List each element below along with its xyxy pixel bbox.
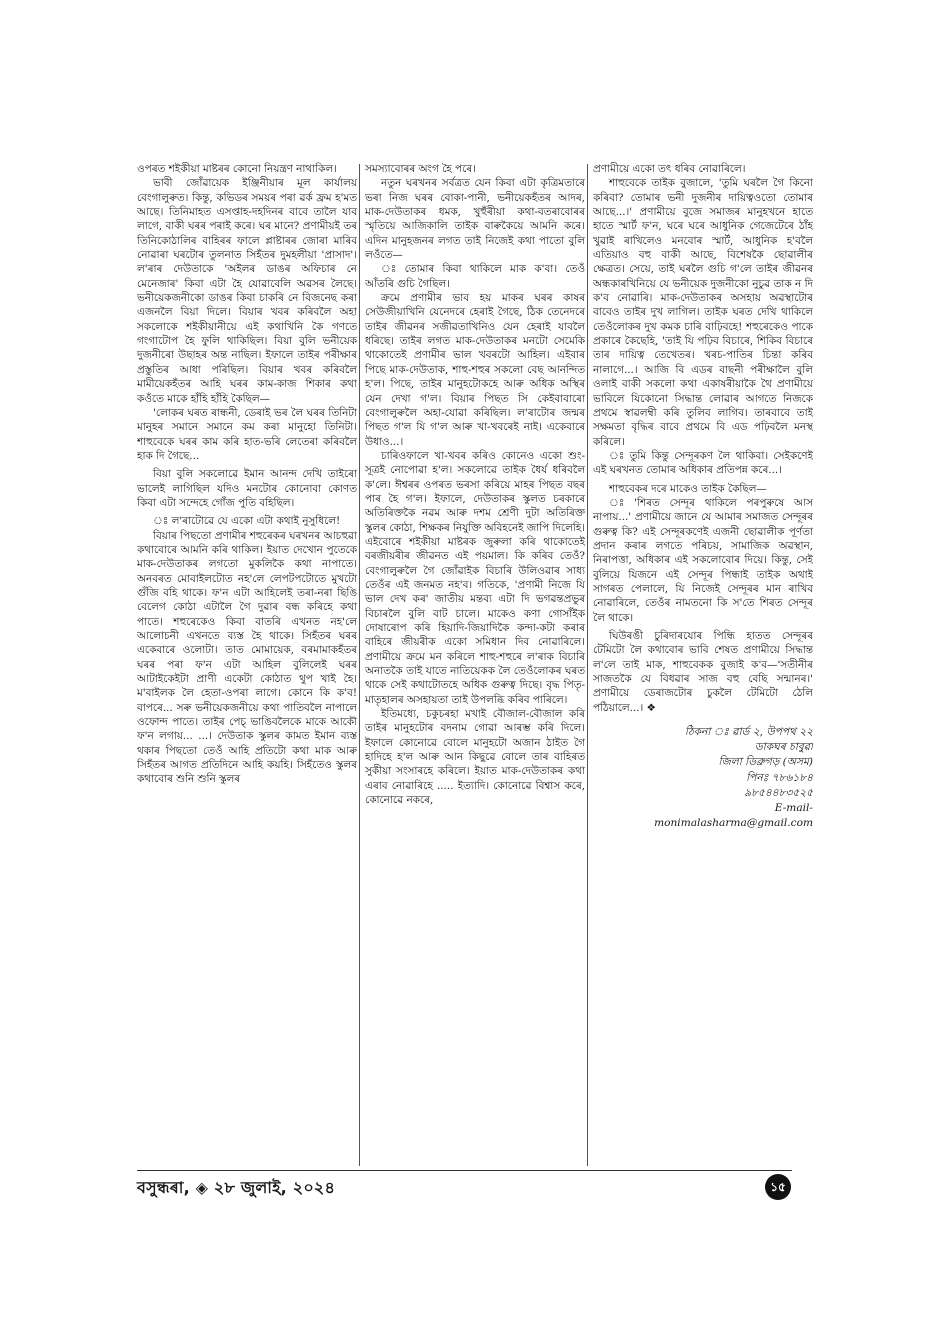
- address-line: E-mail-: [774, 802, 813, 815]
- address-line: ডাকঘৰ চাবুৱা: [754, 741, 813, 754]
- column-divider: [359, 164, 360, 1166]
- address-line: ৯৮৫৪৪৮৩৫২৫: [744, 786, 813, 799]
- article-paragraph: শাহুবেকৰ দৰে মাকেও তাইক কৈছিল—: [609, 482, 767, 495]
- article-paragraph: প্ৰণামীয়ে একো তৎ ধৰিব নোৱাৰিলে।: [593, 163, 746, 175]
- article-paragraph: শাহুবেকে তাইক বুজালে, 'তুমি ঘৰলৈ গৈ কিনো কৰিবা? তোমাৰ ভনী দুজনীৰ দায়িত্বওতো তোমাৰ আছে...।' প্ৰণামীয়ে বুজে সমাজৰ মানুহখনে হাতে হাতে স্মাৰ্ট ফ'ন, ঘৰে ঘৰে আধুনিক গেজেটেৰে ঠাঁহ খুৱাই ৰাখিলেও মনবোৰ স্মাৰ্ট, আধুনিক হ'বলৈ এতিয়াও বহু বাকী আছে, বিশেষকৈ ছোৱালীৰ ক্ষেত্ৰত। সেয়ে, তাই ঘৰলৈ গুচি গ'লে তাইৰ জীৱনৰ অন্ধকাৰখিনিয়ে যে ভনীয়েক দুজনীকো নুচুৱ তাক ন দি ক'ব নোৱাৰি। মাক-দেউতাকৰ অসহায় অৱস্থাটোৰ বাবেও তাইৰ দুখ লাগিল। তাইক ঘৰত দেখি থাকিলে তেওঁলোকৰ দুখ কমক চাৰি বাঢ়িবহে! শহুৰেকেও পাকে প্ৰকাৰে কৈছেহি, 'তাই যি পঢ়িব বিচাৰে, শিকিব বিচাৰে তাৰ দায়িত্ব তেখেতৰ। খৰচ-পাতিৰ চিন্তা কৰিব নালাগে...। আজি বি এডৰ বাছনী পৰীক্ষালৈ বুলি ওলাই বাকী সকলো কথা একাষৰীয়াকৈ থৈ প্ৰণামীয়ে ভাবিলে যিকোনো সিদ্ধান্ত লোৱাৰ আগতে নিজকে প্ৰথমে স্বাৱলম্বী কৰি তুলিব লাগিব। তাৰবাবে তাই সক্ষমতা বৃদ্ধিৰ বাবে প্ৰথমে বি এড পঢ়িবলৈ মনস্থ কৰিলে।: [593, 177, 813, 448]
- article-paragraph: বিয়াৰ পিছতো প্ৰণামীৰ শহুৰেকৰ ঘৰখনৰ আচহুৱা কথাবোৰে আমনি কৰি থাকিল। ইয়াত দেখোন পুতেকে মাক-দেউতাকৰ লগতো মুকলিকৈ কথা নাপাতে। অনবৰত মোবাইলটোত নহ'লে লেপটপটোতে মুখটো গুঁজি বহি থাকে। ফ'ন এটা আহিলেই তৰা-নৰা ছিঙি বেলেগ কোঠা এটালৈ গৈ দুৱাৰ বন্ধ কৰিহে কথা পাতে। শহুৰেকেও কিবা বাতৰি এখনত নহ'লে আলোচনী এখনতে ব্যস্ত হৈ থাকে। সিহঁতৰ ঘৰৰ একেবাৰে ওলোটা। তাত মোমায়েক, বৰমামাকহঁতৰ ঘৰৰ পৰা ফ'ন এটা আহিল বুলিলেই ঘৰৰ আটাইকেইটা প্ৰাণী একেটা কোঠাত থুপ খাই হৈ। ম'বাইলক লৈ হেতা-ওপৰা লাগে। কোনে কি ক'ব! বাপৰে... সৰু ভনীয়েকজনীয়ে কথা পাতিবলৈ নাপালে ওফোন্দ পাতে। তাইৰ পেচ্ ভাঙিবলৈকে মাকে আকৌ ফ'ন লগায়... ...। দেউতাক স্কুলৰ কামত ইমান ব্যস্ত থকাৰ পিছতো তেওঁ আহি প্ৰতিটো কথা মাক আৰু সিহঁতৰ আগত প্ৰতিদিনে আহি কয়হি। সিহঁতেও স্কুলৰ কথাবোৰ শুনি শুনি স্কুলৰ: [137, 529, 357, 786]
- article-paragraph: ওপৰত শইকীয়া মাষ্টৰৰ কোনো নিয়ন্ত্ৰণ নাথাকিল।: [137, 163, 337, 175]
- page-number-badge: ১৫: [765, 1174, 791, 1200]
- author-email: monimalasharma@gmail.com: [654, 817, 813, 830]
- article-column-2: [365, 162, 585, 1167]
- address-line: পিনঃ ৭৮৬১৮৪: [746, 771, 813, 784]
- footer-magazine-date: বসুন্ধৰা, ◈ ২৮ জুলাই, ২০২৪: [137, 1178, 336, 1197]
- article-paragraph: ঃ তুমি কিন্তু সেন্দূৰকণ লৈ থাকিবা। সেইকণেই এই ঘৰখনত তোমাৰ অধিকাৰ প্ৰতিপন্ন কৰে...।: [593, 449, 813, 477]
- article-paragraph: ঘিউৰঙী চুৰিদাৰযোৰ পিন্ধি হাতত সেন্দূৰৰ টেমিটো লৈ কথাবোৰ ভাবি শেষত প্ৰণামীয়ে সিদ্ধান্ত ল'লে তাই মাক, শাহুবেকক বুজাই ক'ব—'সতীনীৰ সাজতকৈ যে বিধৱাৰ সাজ বহু বেছি সন্মানৰ।' প্ৰণামীয়ে ডেৰাজটোৰ চুকলৈ টেমিটো ঠেলি পঠিয়ালে...। ❖: [593, 630, 813, 714]
- article-paragraph: সমস্যাবোৰৰ অংগ হৈ পৰে।: [365, 163, 476, 175]
- author-address: [593, 725, 813, 831]
- article-paragraph: ক্ৰমে প্ৰণামীৰ ভাব হয় মাকৰ ঘৰৰ কাষৰ সেউজীয়াখিনি যেনেদৰে হেৰাই গৈছে, ঠিক তেনেদৰে তাইৰ জীৱনৰ সজীৱতাখিনিও যেন হেৰাই যাবলৈ ধৰিছে। তাইৰ লগত মাক-দেউতাকৰ মনটো সেমেকি থাকোতেই প্ৰণামীৰ ভাল খবৰটো আহিল। এইবাৰ পিছে মাক-দেউতাক, শাহু-শহুৰ সকলো বেছ আনন্দিত হ'ল। পিছে, তাইৰ মানুহটোকহে আৰু অধিক অস্থিৰ যেন দেখা গ'ল। বিয়াৰ পিছত সি কেইবাবাৰো বেংগালুৰুলৈ অহা-যোৱা কৰিছিল। ল'ৰাটোৰ জন্মৰ পিছত গ'ল যি গ'ল আৰু খা-খবৰেই নাই। একেবাৰে উধাও...।: [365, 292, 585, 448]
- address-line: ঠিকনা ঃ ৱাৰ্ড ২, উপপথ ২২: [684, 726, 813, 739]
- article-column-3-body: [593, 162, 813, 715]
- address-line: জিলা ডিব্ৰুগড় (অসম): [718, 756, 813, 769]
- article-paragraph: নতুন ঘৰখনৰ সৰ্বত্ৰত যেন কিবা এটা কৃত্ৰিমতাৰে ভৰা নিজ ঘৰৰ বোকা-পানী, ভনীয়েকহঁতৰ আদৰ, মাক-দেউতাকৰ ধমক, খুহুঁৰীয়া কথা-বতৰাবোৰৰ স্মৃতিয়ে আজিকালি তাইক বাৰুকৈয়ে আমনি কৰে। এদিন মানুহজনৰ লগত তাই নিজেই কথা পাতো বুলি লওঁতে—: [365, 177, 585, 262]
- article-paragraph: ঃ ল'ৰাটোৱে যে একো এটা কথাই নুসুধিলে!: [153, 515, 341, 528]
- article-column-1: [137, 162, 357, 1167]
- article-paragraph: ভাবী জোঁৱায়েক ইঞ্জিনীয়াৰ মূল কাৰ্যালয় বেংগালুৰুত। কিন্তু, কভিডৰ সময়ৰ পৰা ৱৰ্ক ফ্ৰম হ'মত আছে। তিনিমাহত এসপ্তাহ-দহদিনৰ বাবে তালৈ যাব লাগে, বাকী ঘৰৰ পৰাই কৰে। ঘৰ মানে? প্ৰণামীয়ই তৰ তিনিকোঠালিৰ বাহিৰৰ ফালে প্লাষ্টাৰৰ জোৰা মাৰিব নোৱাৰা ঘৰটোৰ তুলনাত সিহঁতৰ দুমহলীয়া 'প্ৰাসাদ'। ল'ৰাৰ দেউতাকে 'অইলৰ ডাঙৰ অফিচাৰ নে মেনেজাৰ' কিবা এটা হৈ যোৱাবেলি অৱসৰ লৈছে। ভনীয়েকজনীকো ডাঙৰ কিবা চাকৰি নে বিজনেছ কৰা এজনলৈ বিয়া দিলে। বিয়াৰ খবৰ কৰিবলৈ অহা সকলোকে শইকীয়ানীয়ে এই কথাখিনি কৈ গণতে গংগাটোপ হৈ ফুলি থাকিছিল। বিয়া বুলি ভনীয়েক দুজনীৰো উছাহৰ অন্ত নাছিল। ইফালে তাইৰ পৰীক্ষাৰ প্ৰস্তুতিৰ আধা পৰিছিল। বিয়াৰ খবৰ কৰিবলৈ মামীয়েকহঁতৰ আহি ঘৰৰ কাম-কাজ শিকাৰ কথা কওঁতে মাকে হাঁহি হাঁহি কৈছিল—: [137, 177, 357, 405]
- article-paragraph: ঃ তোমাৰ কিবা থাকিলে মাক ক'বা। তেওঁ আঁতৰি গুচি গৈছিল।: [365, 263, 585, 290]
- article-paragraph: চাৰিওফালে খা-খবৰ কৰিও কোনেও একো শুং-সূত্ৰই নোপোৱা হ'ল। সকলোৱে তাইক ধৈৰ্য ধৰিবলৈ ক'লে। ঈশ্বৰৰ ওপৰত ভৰসা কৰিয়ে মাহৰ পিছত বছৰ পাৰ হৈ গ'ল। ইফালে, দেউতাকৰ স্কুলত চৰকাৰে অতিৰিক্তকৈ নৱম আৰু দশম শ্ৰেণী দুটা অতিৰিক্ত স্কুলৰ কোঠা, শিক্ষকৰ নিযুক্তি অবিহনেই জাপি দিলেহি। এইবোৰে শইকীয়া মাষ্টৰক জুৰুলা কৰি থাকোতেই বৰজীয়ৰীৰ জীৱনত এই পয়মাল। কি কৰিব তেওঁ? বেংগালুৰুলৈ গৈ জোঁৱাইক বিচাৰি উলিওৱাৰ সাধ্য তেওঁৰ এই জনমত নহ'ব। গতিকে, 'প্ৰণামী নিজে যি ভাল দেখ কৰ' জাতীয় মন্তব্য এটা দি ভগৱন্তপ্ৰভুৰ বিচাৰলৈ বুলি বাট চালে। মাকেও কণা গোসাঁইক দোষাৰোপ কৰি হিয়াদি-জিয়াদিকৈ কন্দা-কটা কৰাৰ বাহিৰে জীয়ৰীক একো সমিধান দিব নোৱাৰিলে। প্ৰণামীয়ে ক্ৰমে মন কৰিলে শাহু-শহুৰে ল'ৰাক বিচাৰি অনাতকৈ তাই যাতে নাতিয়েকক লৈ তেওঁলোকৰ ঘৰত থাকে সেই কথাটোতহে অধিক গুৰুত্ব দিছে। বৃদ্ধ পিতৃ-মাতৃহালৰ অসহায়তা তাই উপলব্ধি কৰিব পাৰিলে।: [365, 449, 585, 706]
- footer-divider: [137, 1170, 792, 1171]
- article-paragraph: বিয়া বুলি সকলোৱে ইমান আনন্দ দেখি তাইৰো ভালেই লাগিছিল যদিও মনটোৰ কোনোবা কোণত কিবা এটা সন্দেহে গোঁজ পুতি বহিছিল।: [137, 468, 357, 509]
- article-paragraph: 'লোকৰ ঘৰত ৰান্ধনী, ডেৰাই ভৰ লৈ ঘৰৰ তিনিটা মানুহৰ সমানে সমানে কম কৰা মানুহো তিনিটা। শাহুবেকে ঘৰৰ কাম কৰি হাত-ভৰি লেতেৰা কৰিবলৈ হাক দি গৈছে...: [137, 406, 357, 462]
- column-divider: [587, 164, 588, 1166]
- article-paragraph: ঃ 'শিৰত সেন্দূৰ থাকিলে পৰপুৰুষে আস নাপায়...' প্ৰণামীয়ে জানে যে আমাৰ সমাজত সেন্দূৰৰ গুৰুত্ব কি? এই সেন্দূৰকণেই এজনী ছোৱালীক পূৰ্ণতা প্ৰদান কৰাৰ লগতে পৰিচয়, সামাজিক অৱস্থান, নিৰাপত্তা, অধিকাৰ এই সকলোবোৰ দিয়ে। কিন্তু, সেই বুলিয়ে যিজনে এই সেন্দূৰ পিন্ধাই তাইক অথাই সাগৰত পেলালে, যি নিজেই সেন্দূৰৰ মান ৰাখিব নোৱাৰিলে, তেওঁৰ নামতনো কি স'তে শিৰত সেন্দূৰ লৈ থাকে।: [593, 496, 813, 624]
- article-column-3: [593, 162, 813, 1167]
- article-paragraph: ইতিমধ্যে, চকুচৰহা মখাই বৌজাল-বৌজাল কৰি তাইৰ মানুহটোৰ বদনাম গোৱা আৰম্ভ কৰি দিলে। ইফালে কোনোৱে বোলে মানুহটো অজান ঠাইত গৈ হাদিহে হ'ল আৰু আন কিছুৱে বোলে তাৰ বাহিৰত সুকীয়া সংসাৰহে কৰিলে। ইয়াত মাক-দেউতাকৰ কথা এৰাব নোৱাৰিহে ..... ইত্যাদি। কোনোৱে বিশ্বাস কৰে, কোনোৱে নকৰে,: [365, 708, 585, 807]
